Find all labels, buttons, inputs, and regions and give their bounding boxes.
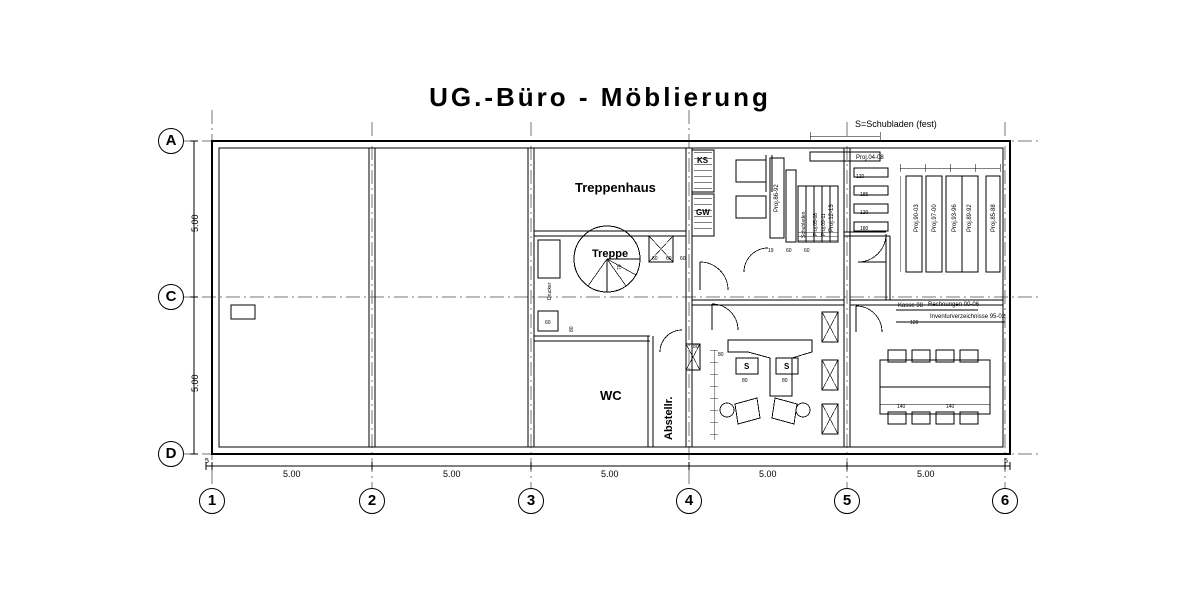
dim-tick-8: 140 [946,404,955,410]
furniture-label-schublade-right: S [784,362,790,371]
dim-tick-3: 120 [856,174,865,180]
room-label-treppenhaus: Treppenhaus [575,180,656,195]
grid-bubble-C[interactable]: C [158,284,184,310]
room-label-gw: GW [696,208,710,217]
dimension-endtick-right: 5 [1004,458,1008,465]
grid-bubble-1[interactable]: 1 [199,488,225,514]
furniture-label-drucker: Drucker [547,282,553,300]
furniture-label-proj-93-96: Proj.93-96 [952,204,958,232]
room-label-ks: KS [697,156,709,165]
dim-tick-12: 60 [652,256,658,262]
dim-tick-16: 80 [569,326,575,332]
dim-tick-18: 80 [693,344,699,350]
dim-tick-11: 80 [782,378,788,384]
dimension-endtick-left: 5 [205,458,209,465]
dim-tick-5: 120 [860,210,869,216]
grid-bubble-D[interactable]: D [158,441,184,467]
grid-bubble-2[interactable]: 2 [359,488,385,514]
furniture-label-proj-89-92: Proj.89-92 [967,204,973,232]
dimension-bottom-3: 5.00 [601,469,619,479]
furniture-label-schubladen: Schubladen [801,211,807,238]
dim-tick-9: 120 [910,320,919,326]
dim-tick-13: 60 [666,256,672,262]
furniture-label-schublade-left: S [744,362,750,371]
room-label-wc: WC [600,388,622,403]
dim-tick-7: 140 [897,404,906,410]
dim-tick-14: 60 [680,256,686,262]
furniture-label-inventurverzeichnisse: Inventurverzeichnisse 95-02 [930,314,1006,320]
dimension-bottom-2: 5.00 [443,469,461,479]
dim-tick-10: 80 [742,378,748,384]
drawing-title: UG.-Büro - Möblierung [429,82,771,112]
furniture-label-proj-86-92: Proj.86-92 [774,184,780,212]
grid-bubble-3[interactable]: 3 [518,488,544,514]
dim-tick-17: 70 [617,264,623,270]
grid-bubble-A[interactable]: A [158,128,184,154]
dimension-bottom-4: 5.00 [759,469,777,479]
furniture-label-proj-12-13: Proj.12-13 [829,204,835,232]
furniture-label-kasse-98: Kasse 98 [898,303,924,309]
grid-bubble-5[interactable]: 5 [834,488,860,514]
dimension-left-1: 5.00 [190,214,200,232]
furniture-label-proj-85-88: Proj.85-88 [991,204,997,232]
furniture-label-proj-04-08: Proj.04-08 [856,155,884,161]
furniture-label-proj-05-08: Proj.05-08 [813,212,819,236]
dim-tick-2: 60 [804,248,810,254]
furniture-label-proj-09-11: Proj.09-11 [821,213,827,236]
dim-tick-4: 185 [860,192,869,198]
grid-bubble-6[interactable]: 6 [992,488,1018,514]
grid-bubble-4[interactable]: 4 [676,488,702,514]
dim-tick-6: 180 [860,226,869,232]
legend-text: S=Schubladen (fest) [855,119,937,129]
dimension-left-2: 5.00 [190,374,200,392]
dim-tick-19: 80 [718,352,724,358]
dimension-bottom-1: 5.00 [283,469,301,479]
dim-tick-15: 60 [545,320,551,326]
dim-tick-0: 19 [768,248,774,254]
furniture-label-rechnungen: Rechnungen 00-06 [928,302,980,308]
furniture-label-proj-97-00: Proj.97-00 [932,204,938,232]
dimension-bottom-5: 5.00 [917,469,935,479]
room-label-treppe: Treppe [592,248,629,260]
room-label-abstellraum: Abstellr. [663,396,675,440]
furniture-label-proj-90-03: Proj.90-03 [914,204,920,232]
dim-tick-1: 60 [786,248,792,254]
